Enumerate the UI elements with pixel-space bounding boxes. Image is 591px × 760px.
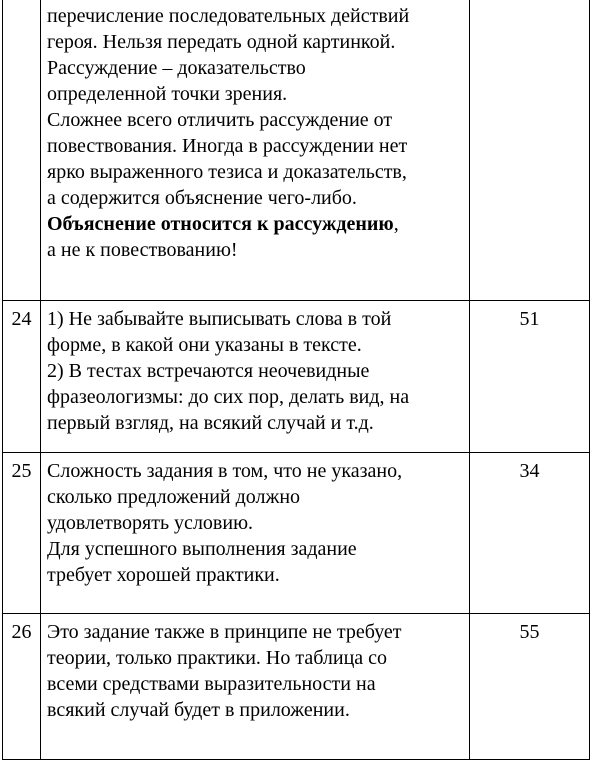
description-line: перечисление последовательных действий [47, 5, 410, 27]
description-line: героя. Нельзя передать одной картинкой. [47, 31, 396, 53]
task-description-cell [41, 0, 470, 301]
task-number-cell: 25 [3, 453, 41, 614]
table-row [3, 614, 590, 760]
task-description-cell [41, 301, 470, 453]
score-cell [470, 0, 590, 301]
description-line: фразеологизмы: до сих пор, делать вид, на [47, 386, 410, 408]
punctuation: , [393, 213, 399, 235]
task-description-cell [41, 614, 470, 760]
description-line: 2) В тестах встречаются неочевидные [47, 360, 370, 382]
description-line: первый взгляд, на всякий случай и т.д. [47, 412, 374, 434]
task-description-cell [41, 453, 470, 614]
task-number-cell [3, 0, 41, 301]
description-line: а не к повествованию! [47, 239, 238, 261]
description-line: сколько предложений должно [47, 486, 301, 508]
score-cell: 34 [470, 453, 590, 614]
description-line: определенной точки зрения. [47, 83, 288, 105]
description-line: Сложнее всего отличить рассуждение от [47, 109, 393, 131]
table-row [3, 301, 590, 453]
tasks-table [2, 0, 590, 760]
table-row [3, 0, 590, 301]
description-line: удовлетворять условию. [47, 512, 254, 534]
table-row [3, 453, 590, 614]
description-line: Сложность задания в том, что не указано, [47, 460, 403, 482]
task-number-cell: 26 [3, 614, 41, 760]
description-line: повествования. Иногда в рассуждении нет [47, 135, 408, 157]
score-cell: 55 [470, 614, 590, 760]
description-line: ярко выраженного тезиса и доказательств, [47, 161, 407, 183]
description-line: всеми средствами выразительности на [47, 673, 376, 695]
description-line: теории, только практики. Но таблица со [47, 647, 388, 669]
description-line: Это задание также в принципе не требует [47, 621, 402, 643]
description-line: форме, в какой они указаны в тексте. [47, 334, 362, 356]
description-line: требует хорошей практики. [47, 564, 280, 586]
bold-statement: Объяснение относится к рассуждению [47, 213, 394, 235]
description-line: 1) Не забывайте выписывать слова в той [47, 308, 392, 330]
score-cell: 51 [470, 301, 590, 453]
description-line: Для успешного выполнения задание [47, 538, 357, 560]
description-line: Рассуждение – доказательство [47, 57, 306, 79]
description-line: всякий случай будет в приложении. [47, 699, 350, 721]
description-line: а содержится объяснение чего-либо. [47, 187, 357, 209]
task-number-cell: 24 [3, 301, 41, 453]
description-line [47, 211, 463, 237]
